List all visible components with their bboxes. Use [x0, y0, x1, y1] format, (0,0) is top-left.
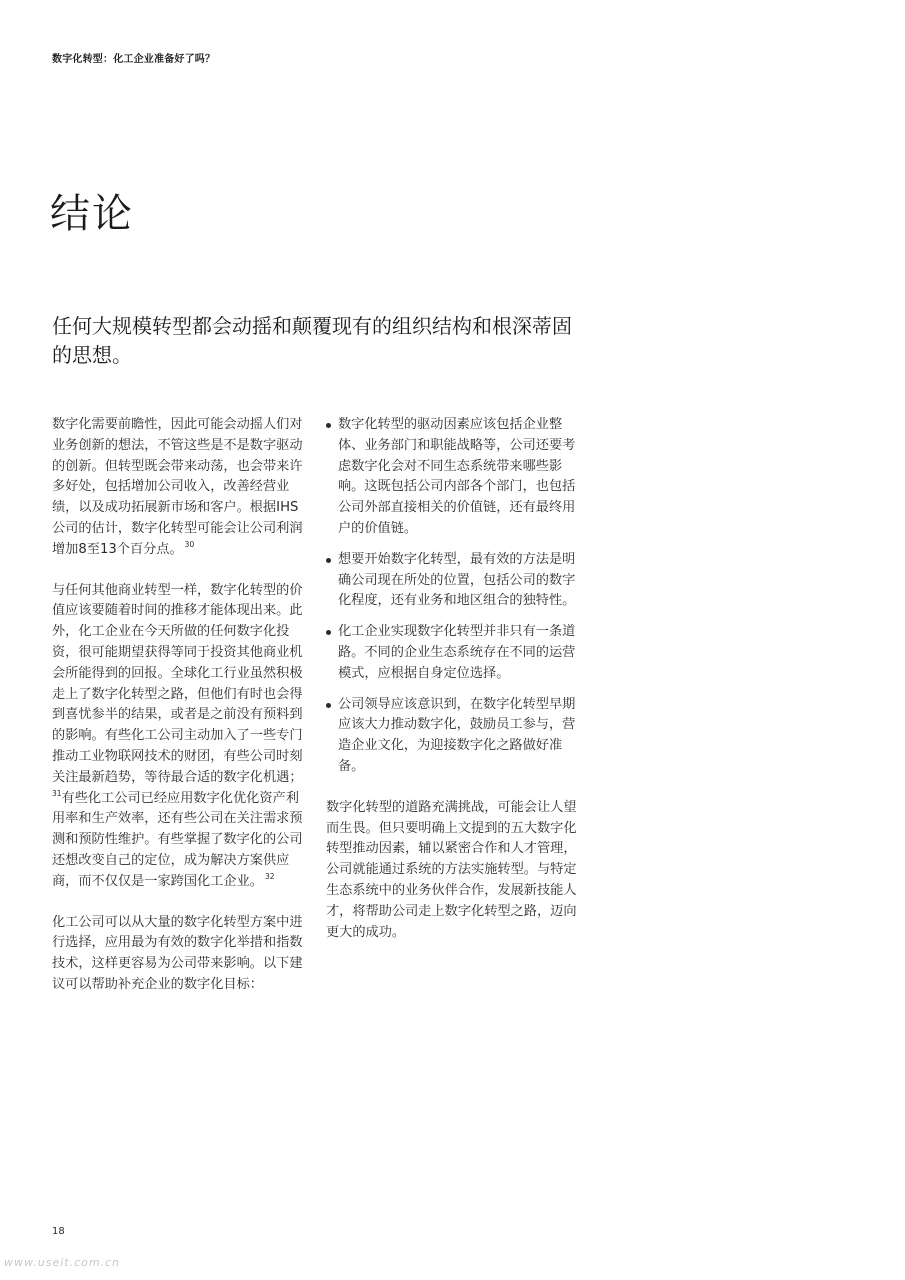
paragraph-intro-text: 数字化需要前瞻性，因此可能会动摇人们对业务创新的想法，不管这些是不是数字驱动的创新。但转型既会带来动荡，也会带来许多好处，包括增加公司收入，改善经营业绩，以及成功拓展新市场和客户。根据IHS公司的估计，数字化转型可能会让公司利润增加8至13个百分点。: [52, 417, 303, 557]
footnote-ref-32: 32: [265, 871, 275, 881]
left-column: [52, 415, 304, 1016]
watermark: www.useit.com.cn: [4, 1256, 121, 1269]
paragraph-transformation-text-a: 与任何其他商业转型一样，数字化转型的价值应该要随着时间的推移才能体现出来。此外，化工企业在今天所做的任何数字化投资，很可能期望获得等同于投资其他商业机会所能得到的回报。全球化工行业虽然积极走上了数字化转型之路，但他们有时也会得到喜忧参半的结果，或者是之前没有预料到的影响。有些化工公司主动加入了一些专门推动工业物联网技术的财团，有些公司时刻关注最新趋势，等待最合适的数字化机遇；: [52, 582, 303, 785]
page-title: 结论: [50, 191, 134, 237]
recommendation-item: [326, 695, 578, 778]
right-column: [326, 415, 578, 963]
recommendation-item: [326, 550, 578, 612]
paragraph-closing: 数字化转型的道路充满挑战，可能会让人望而生畏。但只要明确上文提到的五大数字化转型推动因素，辅以紧密合作和人才管理，公司就能通过系统的方法实施转型。与特定生态系统中的业务伙伴合作，发展新技能人才，将帮助公司走上数字化转型之路，迈向更大的成功。: [326, 799, 577, 940]
footnote-ref-30: 30: [184, 539, 195, 549]
paragraph-transformation-value: [52, 581, 304, 893]
bullet-icon: [326, 558, 331, 563]
paragraph-intro: [52, 415, 304, 561]
footnote-ref-31: 31: [52, 788, 62, 798]
lead-statement: 任何大规模转型都会动摇和颠覆现有的组织结构和根深蒂固的思想。: [52, 314, 572, 367]
recommendation-text: 公司领导应该意识到，在数字化转型早期应该大力推动数字化，鼓励员工参与，营造企业文化，为迎接数字化之路做好准备。: [338, 696, 576, 774]
recommendation-text: 想要开始数字化转型，最有效的方法是明确公司现在所处的位置，包括公司的数字化程度，还有业务和地区组合的独特性。: [338, 551, 576, 609]
paragraph-recommendations-intro: 化工公司可以从大量的数字化转型方案中进行选择，应用最为有效的数字化举措和指数技术，这样更容易为公司带来影响。以下建议可以帮助补充企业的数字化目标：: [52, 914, 303, 992]
recommendation-text: 数字化转型的驱动因素应该包括企业整体、业务部门和职能战略等，公司还要考虑数字化会对不同生态系统带来哪些影响。这既包括公司内部各个部门，也包括公司外部直接相关的价值链，还有最终用户的价值链。: [338, 417, 576, 536]
bullet-icon: [326, 423, 331, 428]
recommendation-item: [326, 415, 578, 540]
recommendation-text: 化工企业实现数字化转型并非只有一条道路。不同的企业生态系统存在不同的运营模式，应根据自身定位选择。: [338, 624, 576, 681]
recommendation-item: [326, 622, 578, 684]
recommendation-list: [326, 415, 578, 778]
paragraph-transformation-text-b: 有些化工公司已经应用数字化优化资产利用率和生产效率，还有些公司在关注需求预测和预防性维护。有些掌握了数字化的公司还想改变自己的定位，成为解决方案供应商，而不仅仅是一家跨国化工企业。: [52, 790, 303, 889]
running-header: 数字化转型：化工企业准备好了吗？: [52, 54, 216, 65]
bullet-icon: [326, 630, 331, 635]
page-number: 18: [52, 1226, 65, 1237]
bullet-icon: [326, 703, 331, 708]
